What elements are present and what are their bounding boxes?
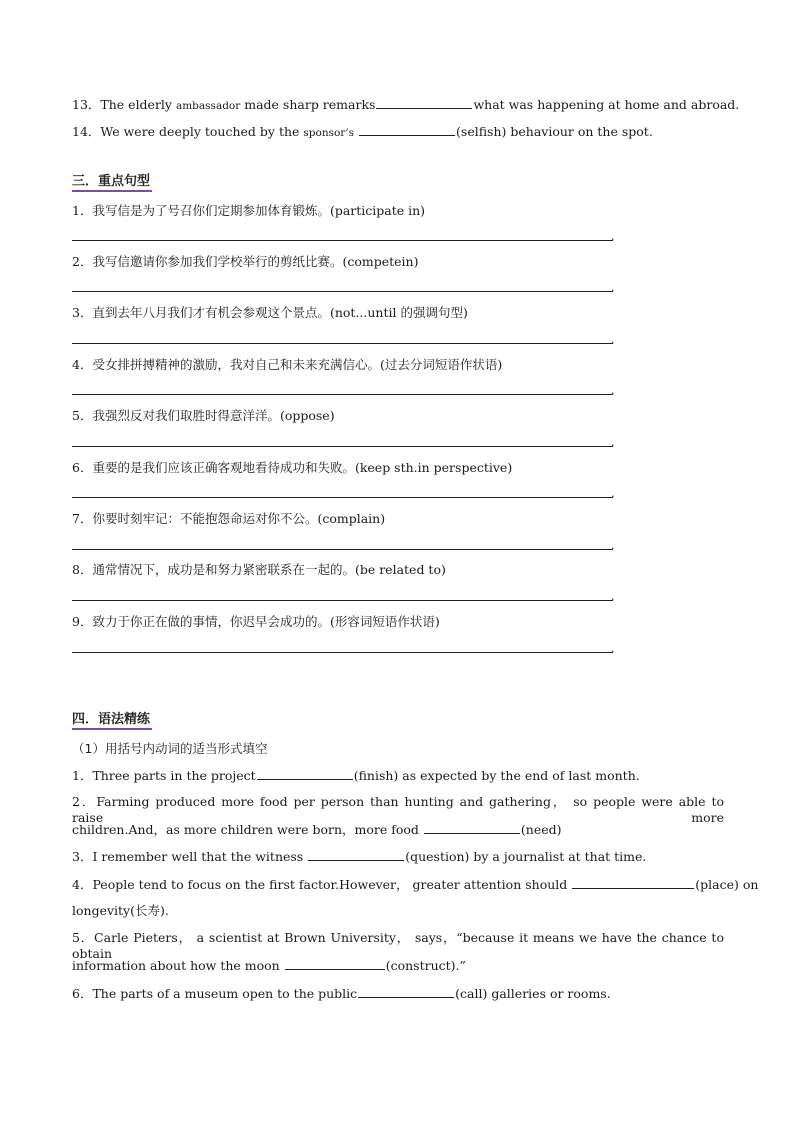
line-end-period: . — [611, 487, 615, 500]
line-end-period: . — [611, 281, 615, 294]
answer-blank[interactable] — [285, 957, 385, 970]
sentence-prompt-6: 6．重要的是我们应该正确客观地看待成功和失败。(keep sth.in perspective) — [72, 460, 513, 475]
question-text: (call) galleries or rooms. — [455, 986, 611, 1001]
answer-line[interactable] — [72, 291, 613, 292]
question-text: We were deeply touched by the — [100, 124, 304, 139]
question-text: (question) by a journalist at that time. — [405, 849, 647, 864]
answer-line[interactable] — [72, 600, 613, 601]
question-text: made sharp remarks — [240, 97, 376, 112]
answer-blank[interactable] — [358, 985, 454, 998]
section-heading-sentences: 三．重点句型 — [72, 174, 151, 189]
answer-blank[interactable] — [424, 821, 520, 834]
answer-line[interactable] — [72, 343, 613, 344]
question-14 — [72, 123, 724, 141]
question-text: (finish) as expected by the end of last month. — [353, 768, 640, 783]
sentence-prompt-4: 4．受女排拼搏精神的激励，我对自己和未来充满信心。(过去分词短语作状语) — [72, 357, 503, 372]
question-text: (construct).” — [385, 958, 466, 973]
sentence-prompt-8: 8．通常情况下，成功是和努力紧密联系在一起的。(be related to) — [72, 562, 446, 577]
sentence-prompt-3: 3．直到去年八月我们才有机会参观这个景点。(not...until 的强调句型) — [72, 305, 468, 320]
grammar-question-5-line-1: 5．Carle Pieters， a scientist at Brown University， says，“because it means we have the chance to obtain — [72, 930, 724, 961]
grammar-question-2-line-2 — [72, 821, 724, 838]
answer-blank[interactable] — [376, 96, 472, 109]
question-number: 14． — [72, 124, 101, 139]
question-text: The elderly — [100, 97, 176, 112]
grammar-question-4-line-1 — [72, 876, 759, 893]
subsection-instruction: （1）用括号内动词的适当形式填空 — [72, 741, 268, 756]
question-text: information about how the moon — [72, 958, 284, 973]
grammar-question-3 — [72, 848, 724, 865]
question-number: 13． — [72, 97, 101, 112]
question-text: ambassador — [175, 100, 241, 112]
grammar-question-1 — [72, 767, 724, 784]
question-text: (selfish) behaviour on the spot. — [456, 124, 653, 139]
line-end-period: . — [611, 539, 615, 552]
line-end-period: . — [611, 333, 615, 346]
question-text: sponsor’s — [303, 127, 355, 139]
line-end-period: . — [611, 642, 615, 655]
question-13 — [72, 96, 740, 114]
question-text: 4．People tend to focus on the first factor.However， greater attention should — [72, 877, 572, 892]
question-text: (need) — [520, 822, 562, 837]
question-text: 6．The parts of a museum open to the public — [72, 986, 358, 1001]
sentence-prompt-9: 9．致力于你正在做的事情，你迟早会成功的。(形容词短语作状语) — [72, 614, 440, 629]
section-heading-grammar: 四．语法精练 — [72, 712, 151, 727]
line-end-period: . — [611, 230, 615, 243]
answer-line[interactable] — [72, 497, 613, 498]
grammar-question-6 — [72, 985, 724, 1002]
sentence-prompt-5: 5．我强烈反对我们取胜时得意洋洋。(oppose) — [72, 408, 335, 423]
sentence-prompt-2: 2．我写信邀请你参加我们学校举行的剪纸比赛。(competein) — [72, 254, 419, 269]
answer-blank[interactable] — [308, 848, 404, 861]
line-end-period: . — [611, 590, 615, 603]
question-text: 1．Three parts in the project — [72, 768, 256, 783]
grammar-question-5-line-2 — [72, 957, 724, 974]
sentence-prompt-1: 1．我写信是为了号召你们定期参加体育锻炼。(participate in) — [72, 203, 426, 218]
answer-blank[interactable] — [572, 876, 694, 889]
question-text: what was happening at home and abroad. — [473, 97, 740, 112]
answer-blank[interactable] — [359, 123, 455, 136]
line-end-period: . — [611, 436, 615, 449]
question-text: 3．I remember well that the witness — [72, 849, 308, 864]
grammar-question-2-line-1: 2．Farming produced more food per person than hunting and gathering， so people were able to raise more — [72, 794, 724, 825]
question-text: children.And，as more children were born，more food — [72, 822, 423, 837]
answer-line[interactable] — [72, 394, 613, 395]
answer-line[interactable] — [72, 549, 613, 550]
sentence-prompt-7: 7．你要时刻牢记：不能抱怨命运对你不公。(complain) — [72, 511, 386, 526]
answer-line[interactable] — [72, 446, 613, 447]
grammar-question-4-line-2: longevity(长寿). — [72, 903, 169, 918]
answer-blank[interactable] — [257, 767, 353, 780]
answer-line[interactable] — [72, 652, 613, 653]
line-end-period: . — [611, 384, 615, 397]
question-text: (place) on — [695, 877, 759, 892]
answer-line[interactable] — [72, 240, 613, 241]
